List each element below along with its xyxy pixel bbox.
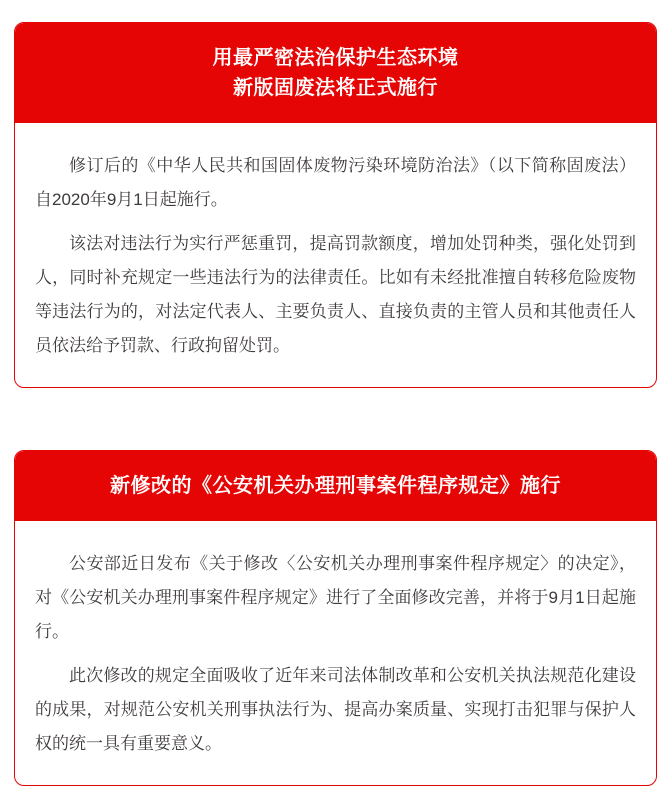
card-title-line-2: 新版固废法将正式施行 [233,77,438,99]
paragraph-regulation-significance: 此次修改的规定全面吸收了近年来司法体制改革和公安机关执法规范化建设的成果，对规范公安机关刑事执法行为、提高办案质量、实现打击犯罪与保护人权的统一具有重要意义。 [35,666,636,753]
news-card-criminal-procedure [14,450,657,786]
card-title-line-1: 用最严密法治保护生态环境 [212,47,459,69]
paragraph-revised-law-effective: 修订后的《中华人民共和国固体废物污染环境防治法》（以下简称固废法）自2020年9月1日起施行。 [35,156,636,209]
card-body-solid-waste-law [15,123,656,387]
paragraph-regulation-announcement: 公安部近日发布《关于修改〈公安机关办理刑事案件程序规定〉的决定》，对《公安机关办理刑事案件程序规定》进行了全面修改完善，并将于9月1日起施行。 [35,554,636,641]
card-title-line-1: 新修改的《公安机关办理刑事案件程序规定》施行 [110,475,561,497]
paragraph-penalty-details: 该法对违法行为实行严惩重罚，提高罚款额度，增加处罚种类，强化处罚到人，同时补充规定一些违法行为的法律责任。比如有未经批准擅自转移危险废物等违法行为的，对法定代表人、主要负责人、直接负责的主管人员和其他责任人员依法给予罚款、行政拘留处罚。 [35,234,636,355]
card-header-criminal-procedure [15,451,656,521]
card-body-criminal-procedure [15,521,656,785]
news-card-solid-waste-law [14,22,657,388]
card-header-solid-waste-law [15,23,656,123]
